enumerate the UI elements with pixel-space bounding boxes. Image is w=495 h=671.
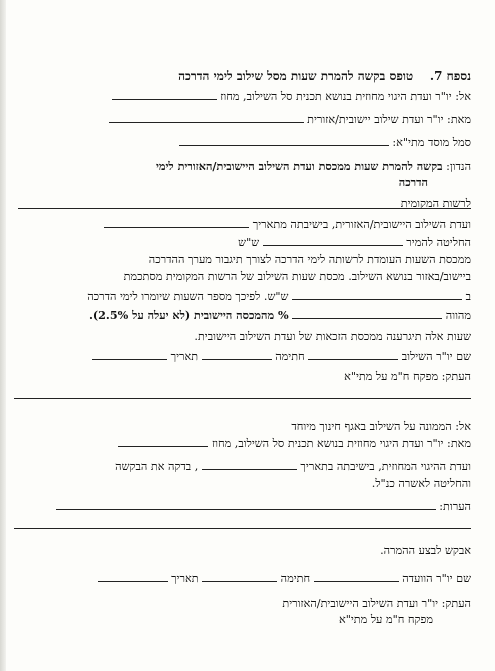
date-field[interactable] — [92, 350, 167, 360]
section-divider — [14, 398, 471, 399]
to-line: אל: יו"ר ועדת היגוי מחוזית בנושא תכנית סל השילוב, מחוז — [18, 90, 471, 103]
total-hours-field[interactable] — [292, 290, 462, 300]
remarks-line: הערות: — [18, 500, 471, 513]
remarks-field-2[interactable] — [14, 528, 471, 529]
copy-line-2b: מפקח ח"מ על מתי"א — [339, 613, 433, 626]
date-field-2[interactable] — [98, 572, 168, 582]
committee-meeting-line: ועדת השילוב היישובית/האזורית, בישיבתה מתאריך — [18, 218, 471, 231]
meeting-date-field[interactable] — [104, 218, 249, 228]
chair-signature-field[interactable] — [202, 350, 272, 360]
percent-line: מהווה % מהמכסה היישובית (לא יעלה על 2.5%). — [88, 309, 471, 322]
local-authority-line: לרשות המקומית — [400, 197, 471, 210]
signature-row-2: שם יו"ר הוועדה חתימה תאריך — [18, 572, 471, 585]
para-line-2: ביישוב/באזור בנושא השילוב. מכסת שעות השילוב של הרשות המקומית מסתכמת — [123, 270, 471, 283]
copy-line-2a: העתק: יו"ר ועדת השילוב היישובית/האזורית — [282, 597, 471, 610]
form-header — [18, 70, 471, 83]
subject-text: בקשה להמרת שעות ממכסת ועדת השילוב היישובית/האזורית לימי — [155, 160, 443, 173]
district-field-2[interactable] — [118, 437, 208, 447]
remarks-field[interactable] — [56, 500, 436, 510]
committee-line-2: ועדת ההיגוי המחוזית, בישיבתה בתאריך , בדקה את הבקשה — [115, 460, 471, 473]
signature-row-1: שם יו"ר השילוב חתימה תאריך — [18, 350, 471, 363]
decided-line-2: והחליטה לאשרה כנ"ל. — [371, 477, 471, 490]
request-line: אבקש לבצע ההמרה. — [380, 544, 471, 557]
hours-deducted-line: שעות אלה תיגרענה ממכסת הזכאות של ועדת השילוב היישובית. — [194, 330, 471, 343]
local-authority-field[interactable] — [18, 208, 471, 209]
form-title: טופס בקשה להמרת שעות מסל שילוב לימי הדרכה — [178, 70, 414, 83]
subject-label: הנדון: — [446, 160, 471, 173]
percent-field[interactable] — [292, 309, 442, 319]
decided-line: החליטה להמיר ש"ש — [238, 236, 471, 249]
institution-code-line: סמל מוסד מתי"א: — [18, 136, 471, 149]
district-field[interactable] — [112, 90, 217, 100]
institution-code-field[interactable] — [179, 136, 389, 146]
hours-field[interactable] — [263, 236, 403, 246]
committee-signature-field[interactable] — [202, 572, 277, 582]
scan-edge — [0, 0, 6, 671]
chair-name-field[interactable] — [308, 350, 398, 360]
from-field[interactable] — [109, 113, 304, 123]
subject-line — [18, 160, 471, 173]
copy-line-1: העתק: מפקח ח"מ על מתי"א — [344, 370, 471, 383]
para-line-1: ממכסת השעות העומדת לרשותה לימי הדרכה לצורך תיגבור מערך ההדרכה — [148, 253, 471, 266]
to-line-2: אל: הממונה על השילוב באגף חינוך מיוחד — [291, 420, 471, 433]
from-line: מאת: יו"ר ועדת שילוב יישובית/אזורית — [18, 113, 471, 126]
annex-label: נספח 7. — [429, 70, 471, 83]
from-line-2: מאת: יו"ר ועדת היגוי מחוזית בנושא תכנית סל השילוב, מחוז — [18, 437, 471, 450]
committee-chair-name-field[interactable] — [314, 572, 399, 582]
total-hours-line: ב ש"ש. לפיכך מספר השעות שיומרו לימי הדרכה — [87, 290, 471, 303]
meeting-date-field-2[interactable] — [202, 460, 297, 470]
subject-line-2: הדרכה — [398, 176, 428, 189]
